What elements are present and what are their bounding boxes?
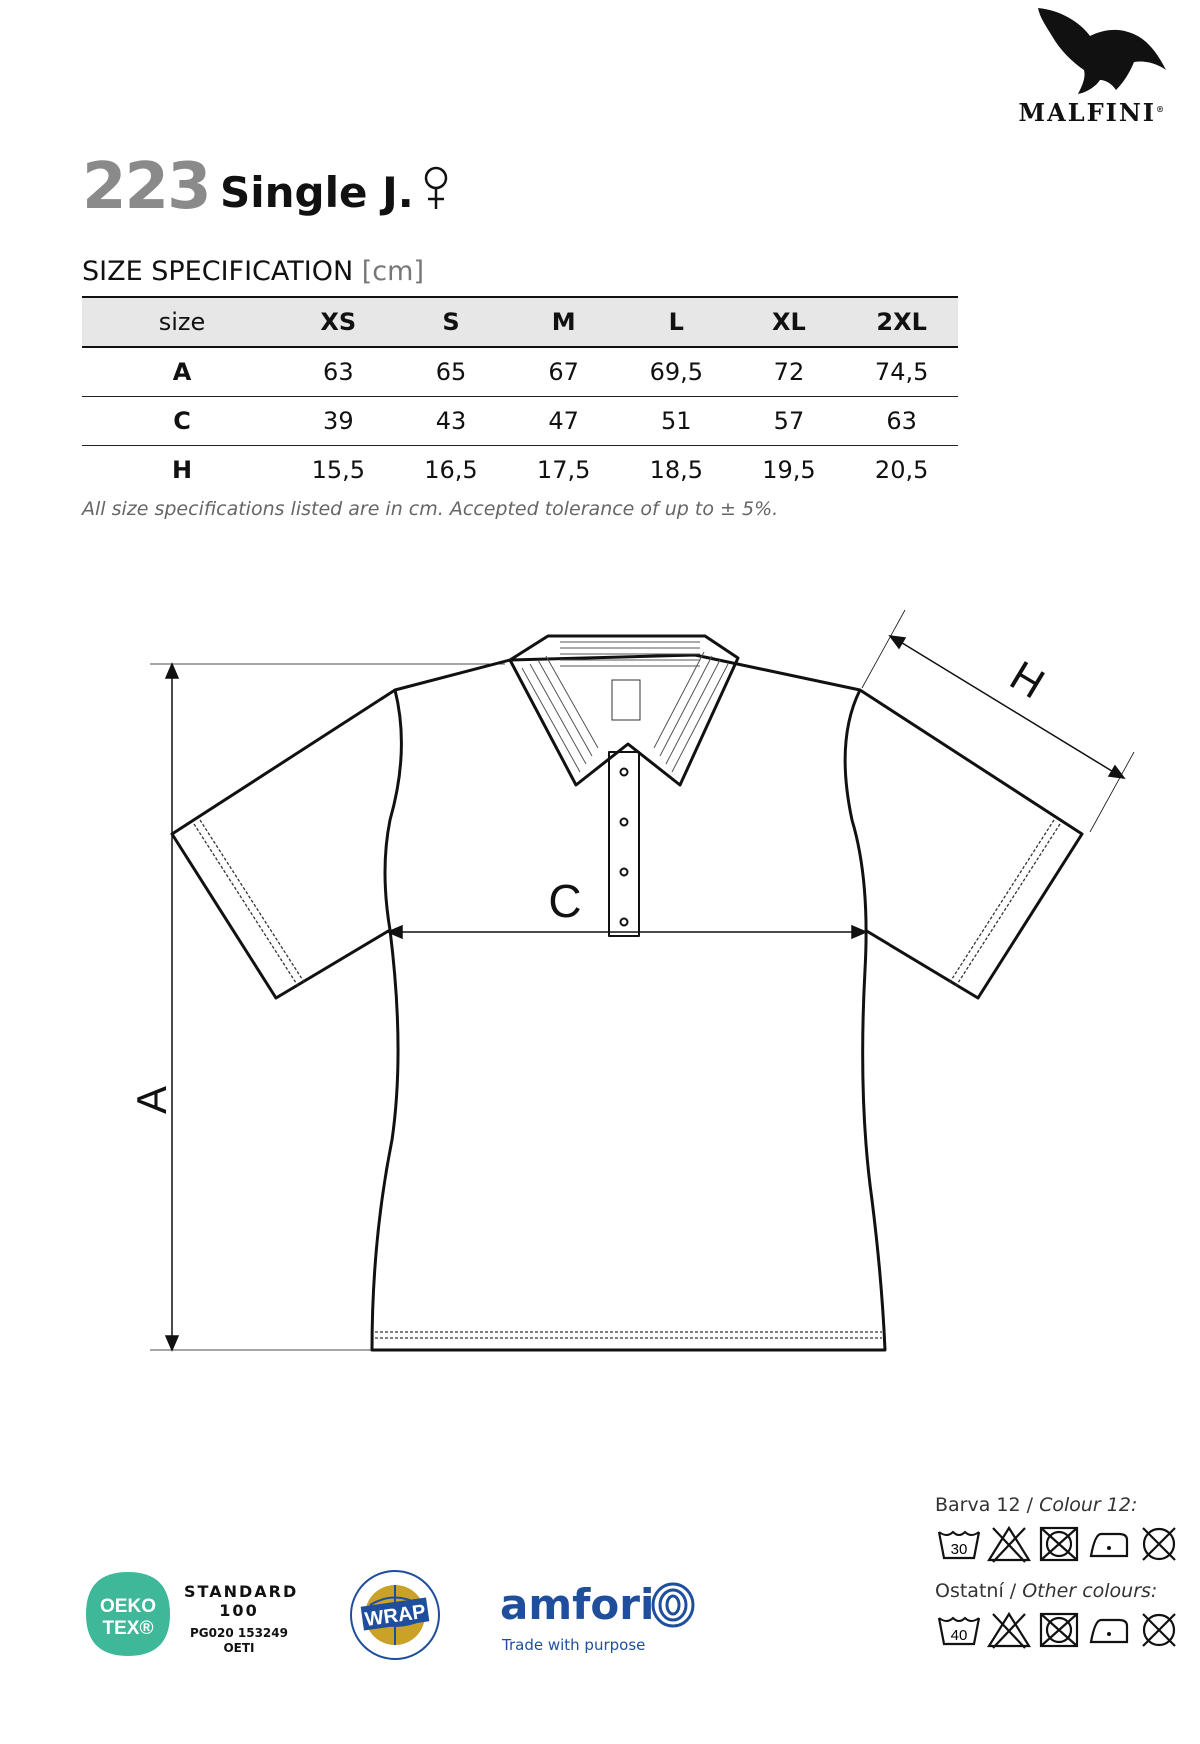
care-instructions xyxy=(935,1494,1195,1666)
column-header: L xyxy=(620,297,733,347)
wrap-logo xyxy=(340,1560,450,1670)
table-cell: 67 xyxy=(507,347,620,397)
table-row xyxy=(82,347,958,397)
shirt-body-outline xyxy=(372,655,885,1350)
wash-40-icon xyxy=(935,1610,983,1650)
care-icons-colour12 xyxy=(935,1524,1195,1564)
female-icon xyxy=(420,165,452,213)
table-cell: 63 xyxy=(282,347,395,397)
column-header: 2XL xyxy=(845,297,958,347)
size-table xyxy=(82,296,958,494)
oeko-certificate-code: PG020 153249 OETI xyxy=(190,1626,288,1655)
iron-low-icon xyxy=(1085,1610,1133,1650)
care-icons-other xyxy=(935,1610,1195,1650)
product-code: 223 xyxy=(82,150,210,224)
row-label: C xyxy=(82,397,282,446)
amfori-name: amfori xyxy=(500,1580,655,1629)
spec-unit: [cm] xyxy=(361,256,424,287)
oeko-tex-logo xyxy=(84,1560,299,1670)
malfini-logo xyxy=(1000,0,1190,130)
tolerance-note: All size specifications listed are in cm. Accepted tolerance of up to ± 5%. xyxy=(82,498,779,520)
care-label-colour12: Barva 12 / Colour 12: xyxy=(935,1494,1138,1516)
column-header: XS xyxy=(282,297,395,347)
wash-30-icon xyxy=(935,1524,983,1564)
table-cell: 18,5 xyxy=(649,456,704,484)
right-sleeve-outline xyxy=(860,690,1082,998)
column-header: size xyxy=(82,297,282,347)
table-cell: 15,5 xyxy=(311,456,366,484)
oeko-standard-text: STANDARD 100 xyxy=(184,1582,299,1620)
table-cell: 63 xyxy=(845,397,958,446)
no-dry-clean-icon xyxy=(1135,1610,1183,1650)
oeko-tex-badge-icon xyxy=(84,1570,172,1658)
amfori-rings-icon xyxy=(650,1582,696,1628)
brand-wordmark: MALFINI® xyxy=(1018,98,1166,127)
no-tumble-dry-icon xyxy=(1035,1610,1083,1650)
no-bleach-icon xyxy=(985,1524,1033,1564)
placket-outline xyxy=(609,752,639,936)
table-cell: 65 xyxy=(395,347,508,397)
column-header: XL xyxy=(733,297,846,347)
no-bleach-icon xyxy=(985,1610,1033,1650)
table-cell: 72 xyxy=(733,347,846,397)
amfori-logo xyxy=(500,1560,700,1660)
dimension-label-c: C xyxy=(548,875,582,927)
no-tumble-dry-icon xyxy=(1035,1524,1083,1564)
svg-text:WRAP: WRAP xyxy=(363,1600,428,1632)
table-cell: 69,5 xyxy=(620,347,733,397)
table-header-row xyxy=(82,297,958,347)
dimension-label-a: A xyxy=(128,1085,175,1115)
table-cell: 43 xyxy=(395,397,508,446)
table-cell: 16,5 xyxy=(424,456,478,484)
table-cell: 20,5 xyxy=(874,456,929,484)
table-row xyxy=(82,397,958,446)
dimension-label-h: H xyxy=(1002,651,1053,708)
product-name: Single J. xyxy=(220,168,414,217)
table-cell: 57 xyxy=(733,397,846,446)
column-header: S xyxy=(395,297,508,347)
svg-text:TEX®: TEX® xyxy=(102,1618,154,1639)
no-dry-clean-icon xyxy=(1135,1524,1183,1564)
column-header: M xyxy=(507,297,620,347)
iron-low-icon xyxy=(1085,1524,1133,1564)
care-label-other: Ostatní / Other colours: xyxy=(935,1580,1158,1602)
table-cell: 39 xyxy=(282,397,395,446)
table-cell: 19,5 xyxy=(762,456,816,484)
table-cell: 47 xyxy=(507,397,620,446)
row-label: H xyxy=(171,456,193,484)
table-row xyxy=(82,446,958,495)
spec-title: SIZE SPECIFICATION [cm] xyxy=(82,256,424,287)
left-sleeve-outline xyxy=(172,690,395,998)
table-cell: 17,5 xyxy=(536,456,591,484)
svg-text:40: 40 xyxy=(950,1627,968,1644)
table-cell: 51 xyxy=(620,397,733,446)
polo-shirt-diagram xyxy=(0,580,1200,1520)
table-cell: 74,5 xyxy=(845,347,958,397)
svg-text:30: 30 xyxy=(950,1541,968,1558)
wrap-globe-icon xyxy=(340,1560,450,1670)
amfori-tagline: Trade with purpose xyxy=(502,1636,646,1654)
row-label: A xyxy=(82,347,282,397)
eagle-icon xyxy=(1020,0,1180,100)
svg-text:OEKO: OEKO xyxy=(100,1596,156,1617)
